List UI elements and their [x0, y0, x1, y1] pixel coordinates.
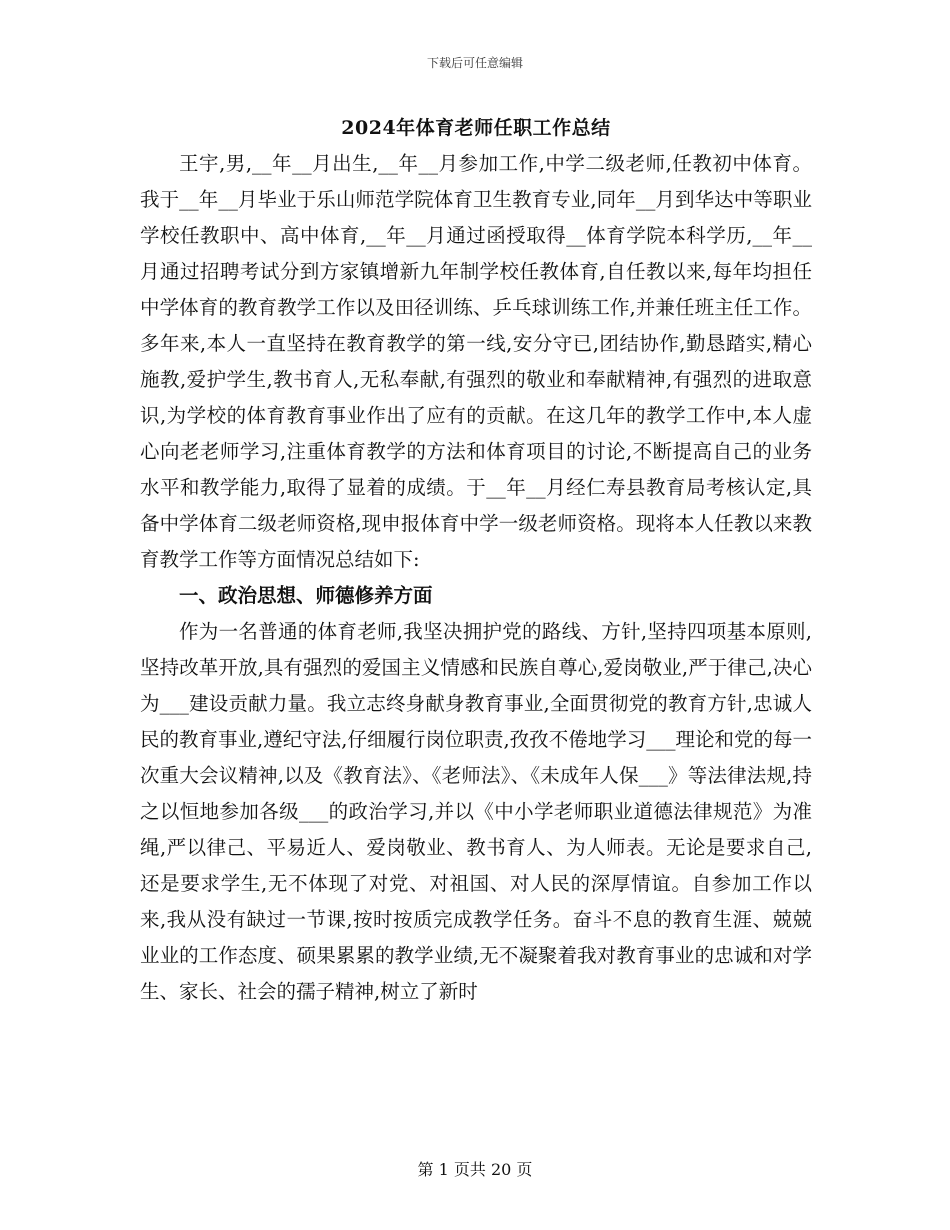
section-heading-political: 一、政治思想、师德修养方面 [179, 584, 433, 607]
header-note: 下载后可任意编辑 [426, 56, 523, 70]
document-body [140, 110, 812, 1010]
paragraph-political: 作为一名普通的体育老师,我坚决拥护党的路线、方针,坚持四项基本原则,坚持改革开放,具有强烈的爱国主义情感和民族自尊心,爱岗敬业,严于律己,决心为___建设贡献力量。我立志终身献身教育事业,全面贯彻党的教育方针,忠诚人民的教育事业,遵纪守法,仔细履行岗位职责,孜孜不倦地学习___理论和党的每一次重大会议精神,以及《教育法》、《老师法》、《未成年人保___》等法律法规,持之以恒地参加各级___的政治学习,并以《中小学老师职业道德法律规范》为准绳,严以律己、平易近人、爱岗敬业、教书育人、为人师表。无论是要求自己,还是要求学生,无不体现了对党、对祖国、对人民的深厚情谊。自参加工作以来,我从没有缺过一节课,按时按质完成教学任务。奋斗不息的教育生涯、兢兢业业的工作态度、硕果累累的教学业绩,无不凝聚着我对教育事业的忠诚和对学生、家长、社会的孺子精神,树立了新时 [140, 620, 812, 1003]
paragraph-intro: 王宇,男,__年__月出生,__年__月参加工作,中学二级老师,任教初中体育。我于__年__月毕业于乐山师范学院体育卫生教育专业,同年__月到华达中等职业学校任教职中、高中体育,__年__月通过函授取得__体育学院本科学历,__年__月通过招聘考试分到方家镇增新九年制学校任教体育,自任教以来,每年均担任中学体育的教育教学工作以及田径训练、乒乓球训练工作,并兼任班主任工作。多年来,本人一直坚持在教育教学的第一线,安分守已,团结协作,勤恳踏实,精心施教,爱护学生,教书育人,无私奉献,有强烈的敬业和奉献精神,有强烈的进取意识,为学校的体育教育事业作出了应有的贡献。在这几年的教学工作中,本人虚心向老老师学习,注重体育教学的方法和体育项目的讨论,不断提高自己的业务水平和教学能力,取得了显着的成绩。于__年__月经仁寿县教育局考核认定,具备中学体育二级老师资格,现申报体育中学一级老师资格。现将本人任教以来教育教学工作等方面情况总结如下: [140, 152, 812, 571]
page-number: 第 1 页共 20 页 [417, 1160, 533, 1179]
document-title: 2024年体育老师任职工作总结 [341, 117, 611, 139]
